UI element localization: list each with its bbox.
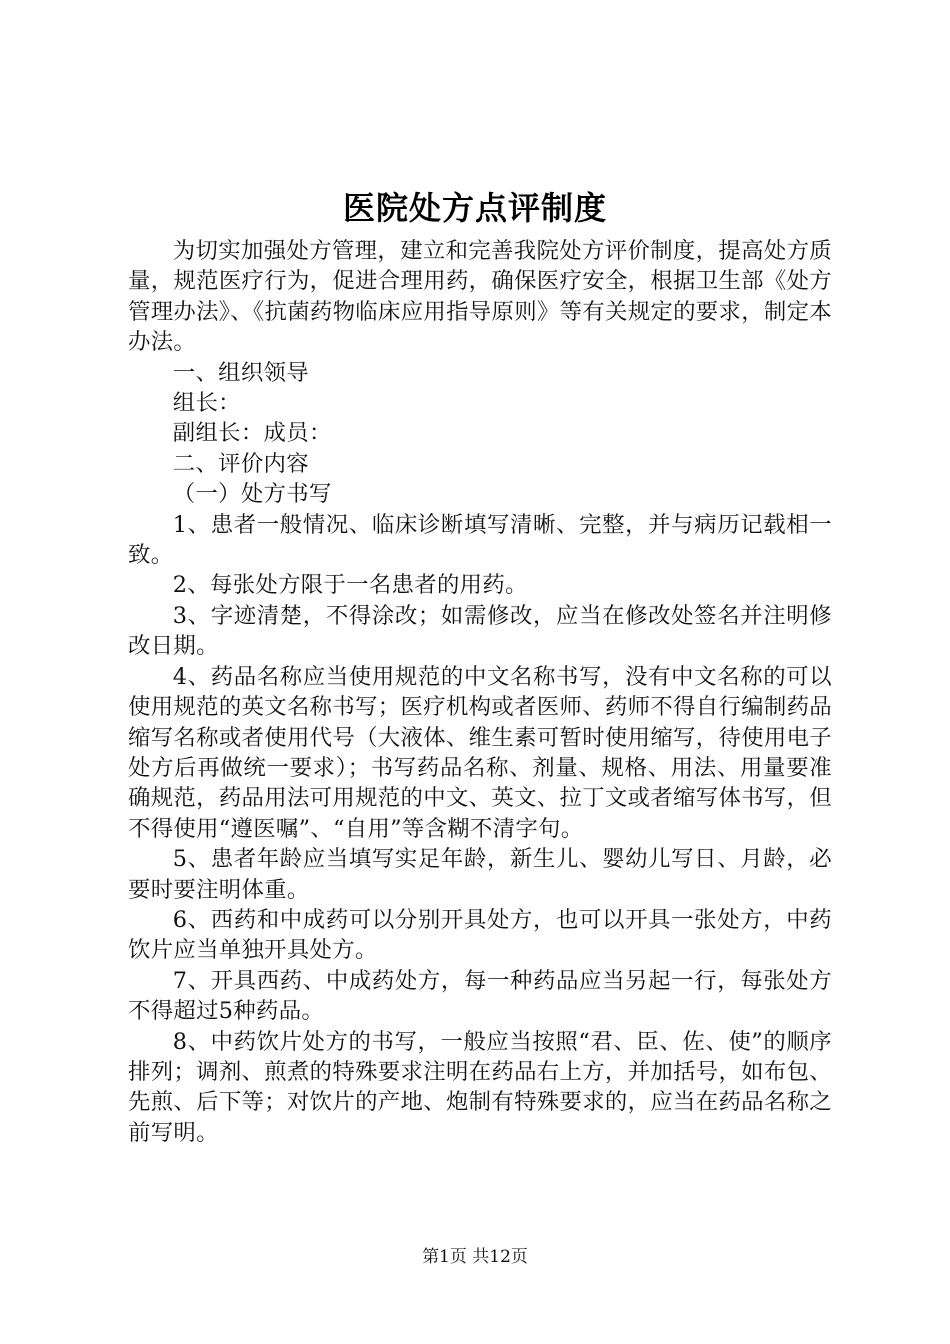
list-item: 8、中药饮片处方的书写，一般应当按照“君、臣、佐、使”的顺序排列；调剂、煎煮的特殊要求注明在药品右上方，并加括号，如布包、先煎、后下等；对饮片的产地、炮制有特殊要求的，应当在药品名称之前写明。: [128, 1028, 832, 1146]
list-item: 5、患者年龄应当填写实足年龄，新生儿、婴幼儿写日、月龄，必要时要注明体重。: [128, 846, 832, 903]
list-item: 6、西药和中成药可以分别开具处方，也可以开具一张处方，中药饮片应当单独开具处方。: [128, 906, 832, 964]
intro-paragraph: 为切实加强处方管理，建立和完善我院处方评价制度，提高处方质量，规范医疗行为，促进合理用药，确保医疗安全，根据卫生部《处方管理办法》、《抗菌药物临床应用指导原则》等有关规定的要求，制定本办法。: [128, 238, 832, 356]
section-heading-evaluation: 二、评价内容: [172, 450, 309, 477]
document-body: [128, 236, 832, 1148]
section-heading-organization: 一、组织领导: [172, 359, 309, 386]
page-footer: 第1页 共12页: [422, 1247, 528, 1267]
list-item: 2、每张处方限于一名患者的用药。: [172, 572, 528, 599]
list-item: 7、开具西药、中成药处方，每一种药品应当另起一行，每张处方不得超过5种药品。: [128, 967, 832, 1025]
list-item: 1、患者一般情况、临床诊断填写清晰、完整，并与病历记载相一致。: [128, 511, 832, 569]
list-item: 4、药品名称应当使用规范的中文名称书写，没有中文名称的可以使用规范的英文名称书写；医疗机构或者医师、药师不得自行编制药品缩写名称或者使用代号（大液体、维生素可暂时使用缩写，待使用电子处方后再做统一要求）；书写药品名称、剂量、规格、用法、用量要准确规范，药品用法可用规范的中文、英文、拉丁文或者缩写体书写，但不得使用“遵医嘱”、“自用”等含糊不清字句。: [128, 663, 832, 842]
leader-line: 组长：: [172, 390, 241, 417]
deputy-members-line: 副组长：成员：: [172, 420, 332, 447]
subsection-heading-prescription-writing: （一）处方书写: [172, 481, 332, 508]
document-title: 医院处方点评制度: [342, 189, 607, 227]
list-item: 3、字迹清楚，不得涂改；如需修改，应当在修改处签名并注明修改日期。: [128, 602, 832, 660]
